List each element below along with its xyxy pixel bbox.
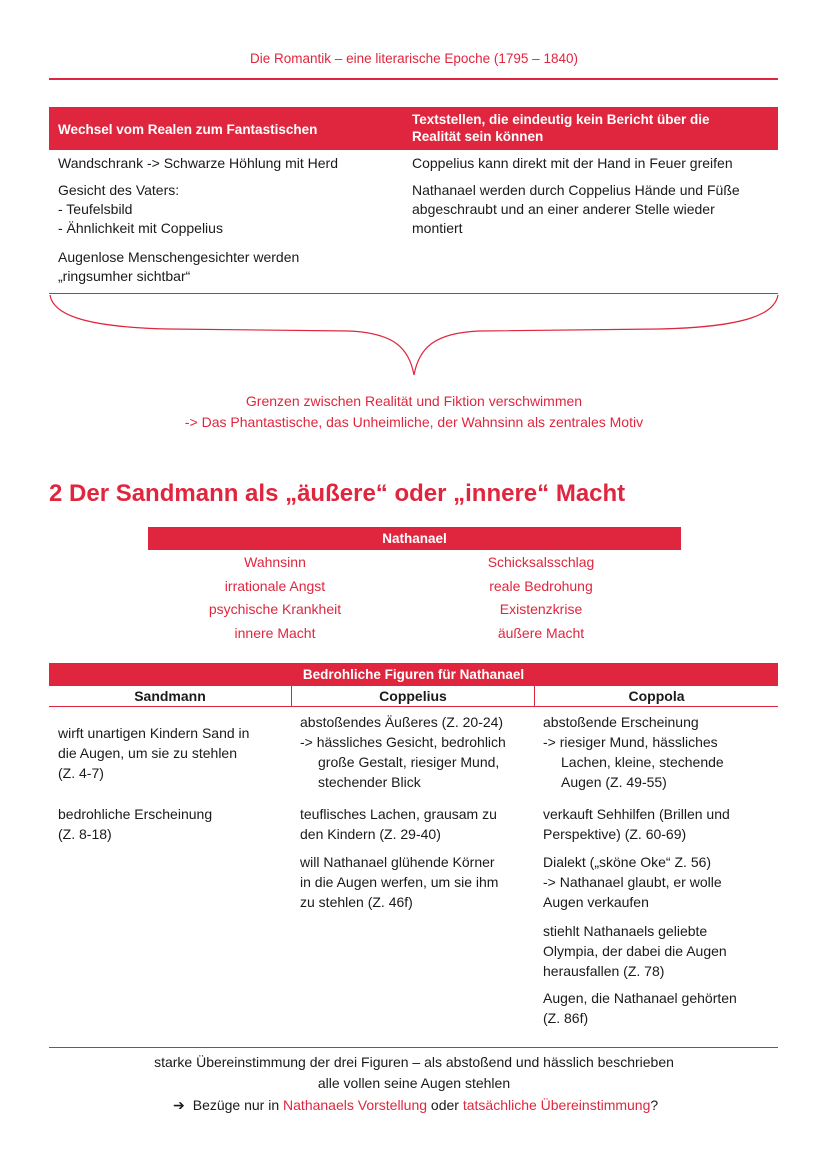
right-arrow-icon: ➔ (173, 1097, 185, 1113)
summary-question (173, 1097, 658, 1114)
title-rule (49, 78, 778, 80)
table1-col2-header (412, 111, 710, 145)
coppola-cell-3-line2: -> Nathanael glaubt, er wolle (543, 874, 722, 890)
inner-item-3: psychische Krankheit (208, 601, 342, 617)
question-part3: oder (427, 1097, 463, 1113)
coppelius-cell-2 (300, 804, 497, 844)
coppola-cell-3-line1: Dialekt („sköne Oke“ Z. 56) (543, 854, 712, 870)
table1-col2-row2-line1: Nathanael werden durch Coppelius Hände und Füße (412, 182, 740, 198)
document-title: Die Romantik – eine literarische Epoche (1795 – 1840) (250, 51, 578, 66)
coppola-cell-5-line2: (Z. 86f) (543, 1010, 589, 1026)
table1-col2-row2 (412, 181, 740, 238)
table1-col1-header: Wechsel vom Realen zum Fantastischen (58, 122, 318, 137)
table2-col-coppelius: Coppelius (379, 688, 447, 704)
question-part4: tatsächliche Übereinstimmung (462, 1097, 651, 1113)
table2-col-sandmann: Sandmann (134, 688, 206, 704)
coppola-cell-5 (543, 988, 737, 1028)
table1-col2-header-line1: Textstellen, die eindeutig kein Bericht über die (412, 112, 710, 127)
question-part1: Bezüge nur in (192, 1097, 284, 1113)
table2-bottom-rule (49, 1047, 778, 1048)
coppola-cell-2-line2: Perspektive) (Z. 60-69) (543, 826, 687, 842)
coppola-cell-1-line3: Lachen, kleine, stechende (561, 754, 724, 770)
table1-header (49, 107, 778, 150)
question-part5: ? (650, 1097, 659, 1113)
coppola-cell-4-line3: herausfallen (Z. 78) (543, 963, 665, 979)
coppola-cell-4 (543, 921, 727, 981)
coppelius-cell-3-line1: will Nathanael glühende Körner (300, 854, 495, 870)
sandmann-cell-2-line1: bedrohliche Erscheinung (58, 806, 213, 822)
section2-title: 2 Der Sandmann als „äußere“ oder „innere“ Macht (49, 480, 626, 507)
inner-item-1: Wahnsinn (244, 554, 306, 570)
outer-item-1: Schicksalsschlag (487, 554, 595, 570)
coppelius-cell-3-line2: in die Augen werfen, um sie ihm (300, 874, 499, 890)
sandmann-cell-2-line2: (Z. 8-18) (58, 826, 112, 842)
sandmann-cell-1-line1: wirft unartigen Kindern Sand in (58, 725, 250, 741)
table1-col2-row2-line2: abgeschraubt und an einer anderer Stelle wieder (412, 201, 715, 217)
coppola-cell-1-line2: -> riesiger Mund, hässliches (543, 734, 718, 750)
coppelius-cell-2-line1: teuflisches Lachen, grausam zu (300, 806, 497, 822)
question-part2: Nathanaels Vorstellung (283, 1097, 428, 1113)
nathanael-inner-list (155, 551, 395, 645)
coppola-cell-1-line4: Augen (Z. 49-55) (561, 774, 667, 790)
outer-item-4: äußere Macht (497, 624, 585, 641)
table2-divider-2 (534, 686, 535, 707)
coppelius-cell-1-line2: -> hässliches Gesicht, bedrohlich (300, 734, 506, 750)
coppelius-cell-2-line2: den Kindern (Z. 29-40) (300, 826, 441, 842)
coppola-cell-2 (543, 804, 730, 844)
table1-col1-row3-line1: Augenlose Menschengesichter werden (58, 249, 300, 265)
table1-col1-row3-line2: „ringsumher sichtbar“ (58, 268, 191, 284)
outer-item-2: reale Bedrohung (489, 577, 593, 594)
coppola-cell-1 (543, 712, 724, 792)
table2-divider-1 (291, 686, 292, 707)
coppola-cell-1-line1: abstoßende Erscheinung (543, 714, 699, 730)
nathanael-header: Nathanael (148, 527, 681, 550)
table1-col1-row2-line1: Gesicht des Vaters: (58, 182, 180, 198)
table1-col1-row1: Wandschrank -> Schwarze Höhlung mit Herd (58, 155, 338, 171)
inner-item-2: irrationale Angst (224, 577, 326, 594)
sandmann-cell-1-line3: (Z. 4-7) (58, 765, 104, 781)
outer-item-3: Existenzkrise (499, 601, 583, 617)
coppelius-cell-3 (300, 852, 498, 912)
table1-col2-header-line2: Realität sein können (412, 129, 544, 144)
table1-col2-row1: Coppelius kann direkt mit der Hand in Feuer greifen (412, 155, 733, 171)
coppola-cell-5-line1: Augen, die Nathanael gehörten (543, 990, 737, 1006)
coppelius-cell-3-line3: zu stehlen (Z. 46f) (300, 894, 413, 910)
table2-header: Bedrohliche Figuren für Nathanael (49, 663, 778, 686)
coppola-cell-3-line3: Augen verkaufen (543, 894, 649, 910)
conclusion-line2: -> Das Phantastische, das Unheimliche, der Wahnsinn als zentrales Motiv (184, 414, 644, 430)
coppola-cell-3 (543, 852, 722, 912)
table2-header-rule (49, 706, 778, 707)
coppelius-cell-1 (300, 712, 506, 792)
summary-line2: alle vollen seine Augen stehlen (317, 1075, 511, 1091)
inner-item-4: innere Macht (234, 624, 316, 641)
sandmann-cell-1-line2: die Augen, um sie zu stehlen (58, 745, 238, 761)
table1-col1-row2-line3: - Ähnlichkeit mit Coppelius (58, 220, 223, 236)
curly-brace-icon (49, 293, 779, 383)
coppelius-cell-1-line1: abstoßendes Äußeres (Z. 20-24) (300, 714, 504, 730)
coppola-cell-4-line2: Olympia, der dabei die Augen (543, 943, 727, 959)
conclusion-line1: Grenzen zwischen Realität und Fiktion verschwimmen (245, 393, 583, 409)
coppola-cell-2-line1: verkauft Sehhilfen (Brillen und (543, 806, 730, 822)
nathanael-outer-list (421, 551, 661, 645)
table1-col2-row2-line3: montiert (412, 220, 463, 236)
coppelius-cell-1-line3: große Gestalt, riesiger Mund, (318, 754, 500, 770)
sandmann-cell-1 (58, 723, 249, 783)
sandmann-cell-2 (58, 804, 212, 844)
coppelius-cell-1-line4: stechender Blick (318, 774, 421, 790)
table1-col1-row2 (58, 181, 223, 238)
table2-col-coppola: Coppola (628, 688, 685, 704)
coppola-cell-4-line1: stiehlt Nathanaels geliebte (543, 923, 708, 939)
table1-col1-row2-line2: - Teufelsbild (58, 201, 133, 217)
table1-col1-row3 (58, 248, 299, 286)
summary-line1: starke Übereinstimmung der drei Figuren – als abstoßend und hässlich beschrieben (154, 1054, 674, 1070)
